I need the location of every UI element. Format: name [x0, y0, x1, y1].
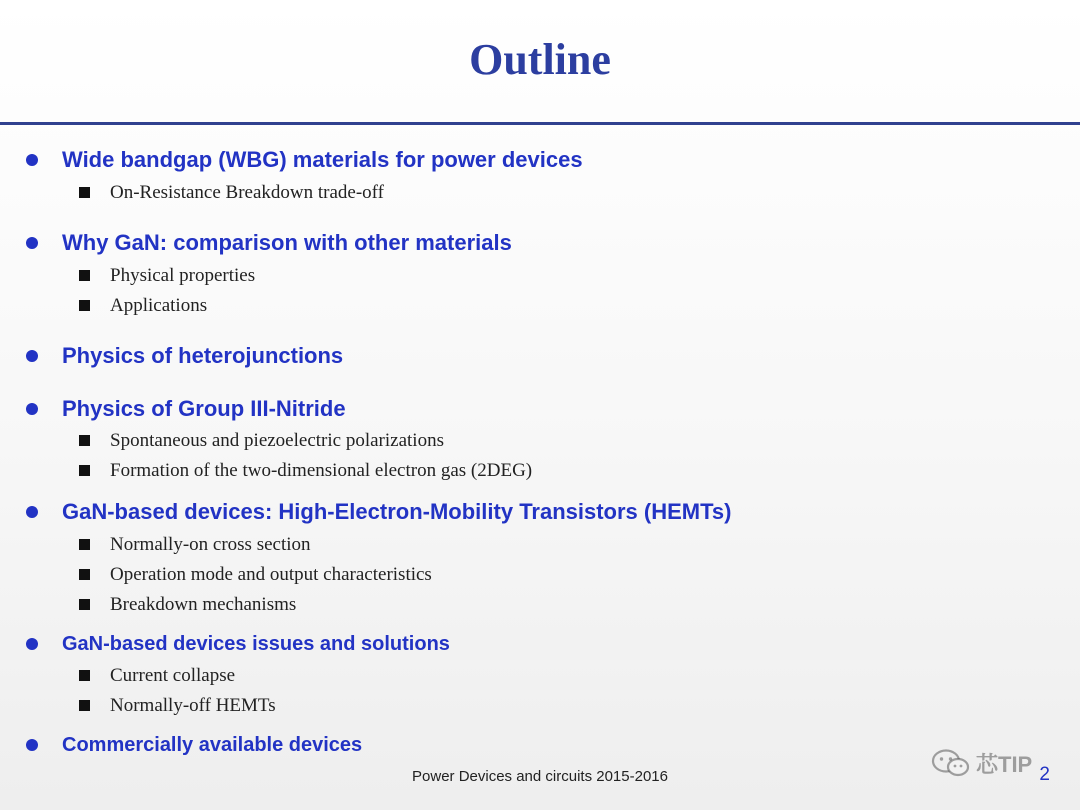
bullet-square-icon [79, 670, 90, 681]
outline-item [62, 499, 732, 525]
outline-item [62, 343, 343, 369]
outline-heading: GaN-based devices: High-Electron-Mobility Transistors (HEMTs) [62, 499, 732, 524]
bullet-square-icon [79, 539, 90, 550]
outline-subitem [110, 459, 532, 483]
page-number: 2 [1039, 764, 1050, 785]
outline-subitem [110, 533, 311, 557]
outline-subitem-text: Operation mode and output characteristics [110, 564, 432, 585]
outline-item [62, 147, 583, 173]
outline-subitem-text: Breakdown mechanisms [110, 594, 297, 615]
bullet-square-icon [79, 569, 90, 580]
bullet-square-icon [79, 187, 90, 198]
outline-item [62, 732, 362, 758]
outline-subitem [110, 694, 276, 718]
bullet-dot-icon [26, 350, 38, 362]
outline-heading: Wide bandgap (WBG) materials for power devices [62, 147, 583, 172]
outline-subitem-text: Normally-off HEMTs [110, 695, 276, 716]
slide-title: Outline [469, 35, 611, 84]
watermark [930, 746, 1040, 780]
outline-heading: Commercially available devices [62, 734, 363, 756]
outline-item [62, 230, 512, 256]
outline-subitem [110, 181, 384, 205]
bullet-square-icon [79, 300, 90, 311]
bullet-square-icon [79, 700, 90, 711]
outline-subitem-text: Physical properties [110, 265, 256, 286]
outline-heading: GaN-based devices issues and solutions [62, 633, 450, 655]
outline-subitem-text: Applications [110, 295, 208, 316]
bullet-square-icon [79, 465, 90, 476]
outline-subitem [110, 664, 235, 688]
wechat-icon [930, 748, 972, 778]
outline-heading: Physics of heterojunctions [62, 343, 344, 368]
outline-subitem [110, 264, 255, 288]
outline-heading: Why GaN: comparison with other materials [62, 230, 512, 255]
outline-subitem-text: Current collapse [110, 665, 236, 686]
outline-subitem [110, 563, 432, 587]
outline-subitem [110, 294, 207, 318]
outline-item [62, 631, 450, 657]
outline-subitem [110, 429, 444, 453]
bullet-dot-icon [26, 237, 38, 249]
outline-item [62, 396, 346, 422]
bullet-dot-icon [26, 638, 38, 650]
bullet-dot-icon [26, 506, 38, 518]
bullet-dot-icon [26, 154, 38, 166]
outline-subitem-text: On-Resistance Breakdown trade-off [110, 182, 384, 203]
bullet-dot-icon [26, 739, 38, 751]
outline-subitem-text: Normally-on cross section [110, 534, 311, 555]
bullet-square-icon [79, 435, 90, 446]
slide-footer: Power Devices and circuits 2015-2016 [412, 768, 668, 785]
bullet-square-icon [79, 270, 90, 281]
bullet-square-icon [79, 599, 90, 610]
outline-subitem-text: Spontaneous and piezoelectric polarizations [110, 430, 444, 451]
watermark-text: 芯TIP [976, 752, 1033, 777]
outline-heading: Physics of Group III-Nitride [62, 396, 346, 421]
outline-subitem [110, 593, 296, 617]
outline-subitem-text: Formation of the two-dimensional electron gas (2DEG) [110, 460, 533, 481]
bullet-dot-icon [26, 403, 38, 415]
